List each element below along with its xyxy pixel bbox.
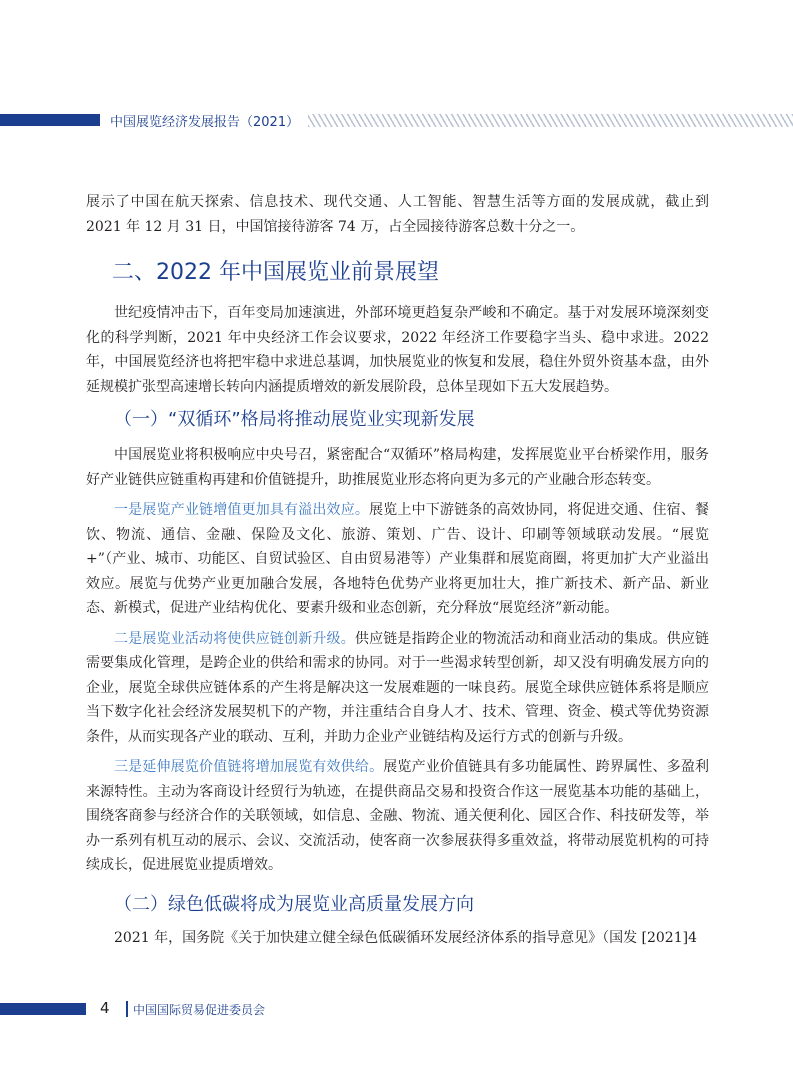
page-content — [86, 190, 709, 950]
point-2-lead: 二是展览业活动将使供应链创新升级。 — [114, 630, 355, 647]
running-header-title: 中国展览经济发展报告（2021） — [110, 115, 300, 130]
point-2-text: 供应链是指跨企业的物流活动和商业活动的集成。供应链需要集成化管理，是跨企业的供给和需求的协同。对于一些渴求转型创新，却又没有明确发展方向的企业，展览全球供应链体系的产生将是解决这一发展难题的一味良药。展览全球供应链体系将是顺应当下数字化社会经济发展契机下的产物，并注重结合自身人才、技术、管理、资金、模式等优势资源条件，从而实现各产业的联动、互利，并助力企业产业链结构及运行方式的创新与升级。 — [86, 630, 710, 745]
section-2-heading: 二、2022 年中国展览业前景展望 — [112, 260, 439, 285]
point-1-lead: 一是展览产业链增值更加具有溢出效应。 — [114, 502, 370, 518]
subsection-1-paragraph: 中国展览业将积极响应中央号召，紧密配合“双循环”格局构建，发挥展览业平台桥梁作用，服务好产业链供应链重构再建和价值链提升，助推展览业形态将向更为多元的产业融合形态转变。 — [86, 447, 709, 488]
point-2-paragraph — [86, 627, 709, 750]
subsection-2-heading: （二）绿色低碳将成为展览业高质量发展方向 — [114, 893, 474, 915]
point-1-text: 展览上中下游链条的高效协同，将促进交通、住宿、餐饮、物流、通信、金融、保险及文化、旅游、策划、广告、设计、印刷等领域联动发展。“展览 +”（产业、城市、功能区、自贸试验区、自由贸易港等）产业集群和展览商圈，将更加扩大产业溢出效应。展览与优势产业更加融合发展，各地特色优势产业将更加壮大，推广新技术、新产品、新业态、新模式，促进产业结构优化、要素升级和业态创新，充分释放“展览经济”新动能。 — [86, 502, 710, 616]
page-number: 4 — [100, 999, 110, 1017]
point-3-paragraph — [86, 755, 709, 878]
footer-divider — [126, 1001, 128, 1017]
point-3-text: 展览产业价值链具有多功能属性、跨界属性、多盈利来源特性。主动为客商设计经贸行为轨迹，在提供商品交易和投资合作这一展览基本功能的基础上，围绕客商参与经济合作的关联领域，如信息、金融、物流、通关便利化、园区合作、科技研发等，举办一系列有机互动的展示、会议、交流活动，使客商一次参展获得多重效益，将带动展览机构的可持续成长，促进展览业提质增效。 — [86, 759, 710, 873]
point-3-lead: 三是延伸展览价值链将增加展览有效供给。 — [114, 759, 384, 775]
point-1-paragraph — [86, 498, 709, 621]
header-stripe-decoration — [308, 114, 793, 127]
header-accent-bar — [0, 114, 100, 126]
intro-paragraph: 展示了中国在航天探索、信息技术、现代交通、人工智能、智慧生活等方面的发展成就，截止到 2021 年 12 月 31 日，中国馆接待游客 74 万，占全园接待游客总数十分之一。 — [86, 194, 709, 235]
section-2-paragraph: 世纪疫情冲击下，百年变局加速演进，外部环境更趋复杂严峻和不确定。基于对发展环境深刻变化的科学判断，2021 年中央经济工作会议要求，2022 年经济工作要稳字当头、稳中求进。2022 年，中国展览经济也将把牢稳中求进总基调，加快展览业的恢复和发展，稳住外贸外资基本盘，由外延规模扩张型高速增长转向内涵提质增效的新发展阶段，总体呈现如下五大发展趋势。 — [86, 305, 709, 395]
footer-accent-bar — [0, 1003, 86, 1015]
footer-organization: 中国国际贸易促进委员会 — [133, 1003, 266, 1017]
subsection-2-paragraph: 2021 年，国务院《关于加快建立健全绿色低碳循环发展经济体系的指导意见》（国发 [2021]4 — [114, 929, 697, 946]
subsection-1-heading: （一）“双循环”格局将推动展览业实现新发展 — [114, 409, 475, 430]
